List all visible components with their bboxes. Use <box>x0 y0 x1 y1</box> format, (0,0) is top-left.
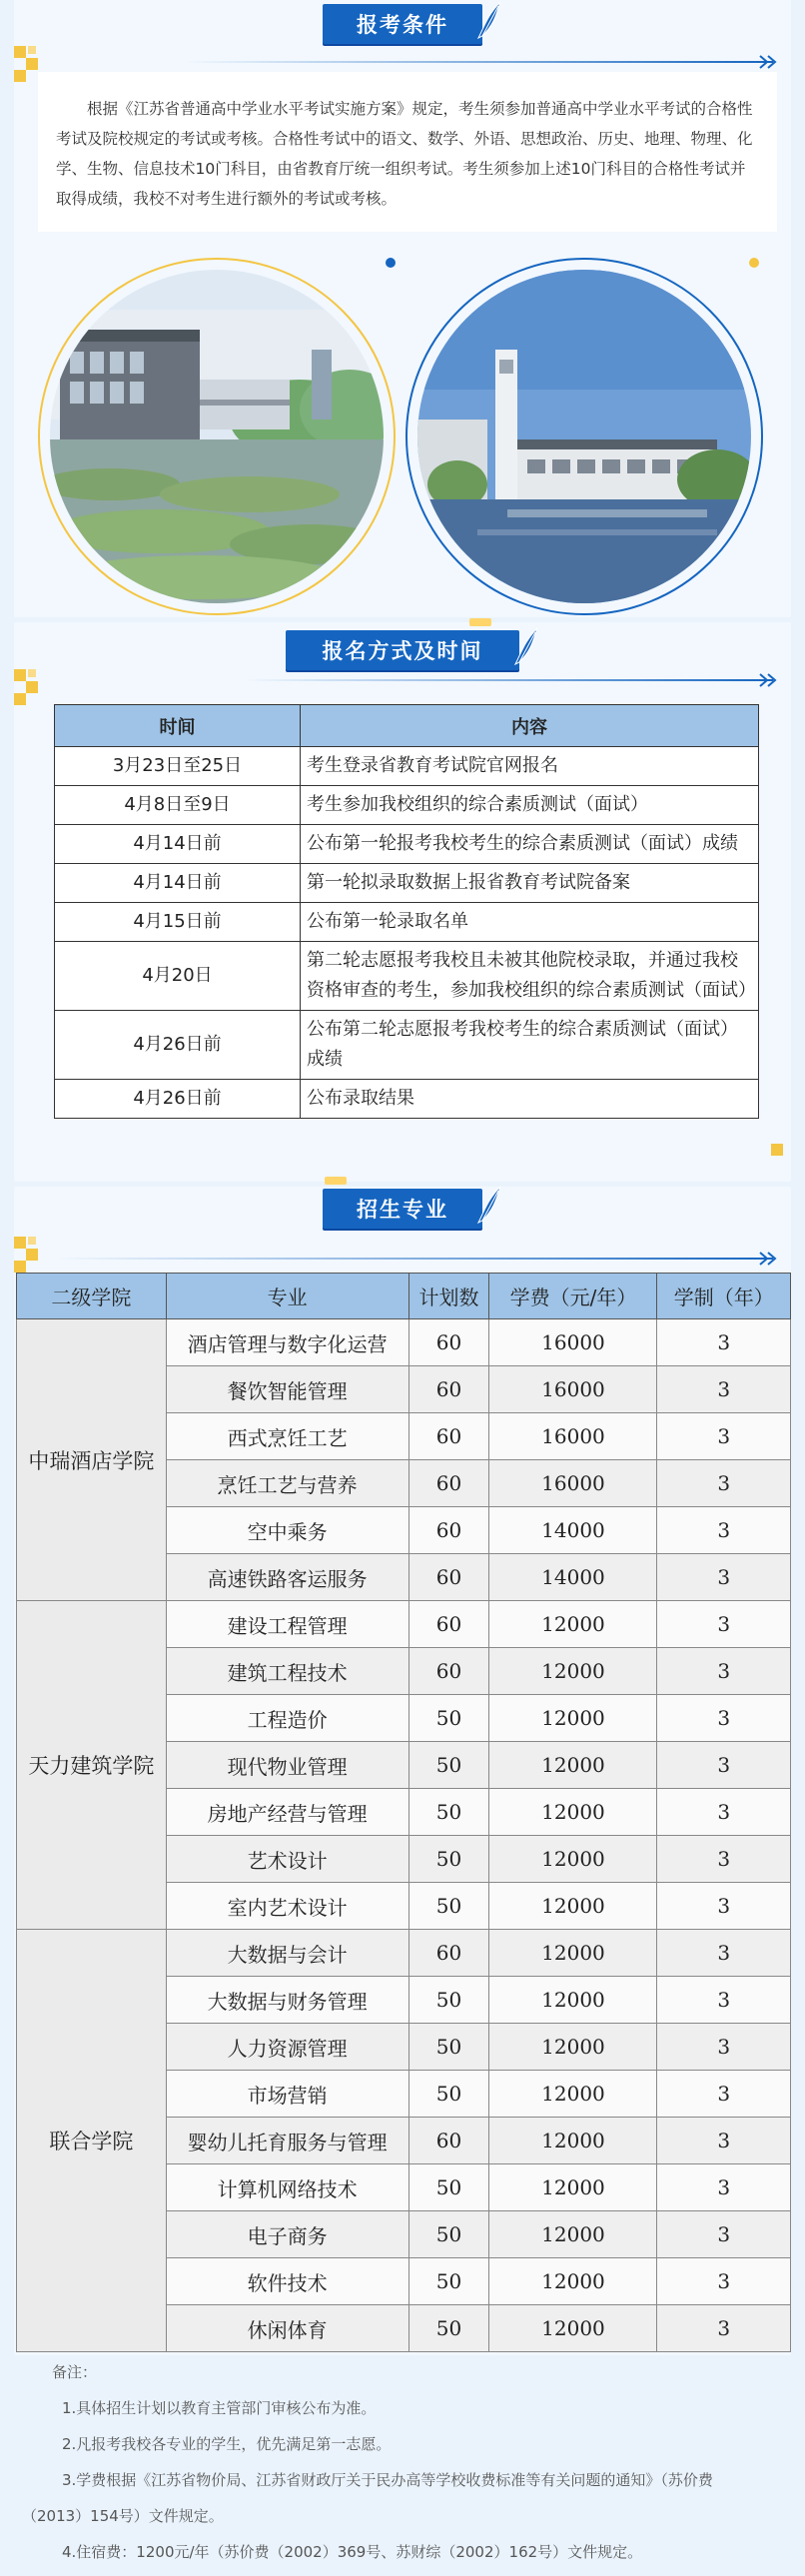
majors-header-row <box>17 1274 791 1319</box>
schedule-row <box>55 786 759 825</box>
major-name: 高速铁路客运服务 <box>166 1554 408 1601</box>
major-name: 现代物业管理 <box>166 1742 408 1789</box>
schedule-date: 4月8日至9日 <box>55 786 301 825</box>
duration: 3 <box>657 2071 791 2118</box>
schedule-content: 公布录取结果 <box>301 1080 759 1119</box>
majors-title-text: 招生专业 <box>357 1198 448 1222</box>
tuition: 12000 <box>489 2305 657 2352</box>
major-name: 餐饮智能管理 <box>166 1366 408 1413</box>
tuition: 12000 <box>489 1789 657 1836</box>
schedule-date: 4月26日前 <box>55 1080 301 1119</box>
plan-count: 60 <box>408 1554 489 1601</box>
corner-dots-icon <box>14 1237 50 1273</box>
section-title-conditions <box>323 4 482 44</box>
duration: 3 <box>657 1460 791 1507</box>
decor-square-yellow <box>771 1144 783 1156</box>
plan-count: 60 <box>408 1601 489 1648</box>
header-major: 专业 <box>166 1274 408 1319</box>
tuition: 16000 <box>489 1460 657 1507</box>
duration: 3 <box>657 1366 791 1413</box>
schedule-row <box>55 942 759 1011</box>
major-name: 房地产经营与管理 <box>166 1789 408 1836</box>
tuition: 16000 <box>489 1319 657 1366</box>
notes-title: 备注： <box>52 2363 98 2381</box>
tag-decoration <box>469 618 491 626</box>
corner-dots-icon <box>14 669 50 705</box>
college-name: 中瑞酒店学院 <box>17 1319 167 1601</box>
divider-arrow-line <box>184 61 773 63</box>
major-name: 酒店管理与数字化运营 <box>166 1319 408 1366</box>
leaf-decoration-icon <box>474 1183 504 1227</box>
schedule-row <box>55 747 759 786</box>
duration: 3 <box>657 1695 791 1742</box>
schedule-header-date: 时间 <box>55 705 301 747</box>
header-tuition: 学费（元/年） <box>489 1274 657 1319</box>
tuition: 12000 <box>489 1648 657 1695</box>
header-plan: 计划数 <box>408 1274 489 1319</box>
schedule-content: 第一轮拟录取数据上报省教育考试院备案 <box>301 864 759 903</box>
schedule-content: 公布第一轮录取名单 <box>301 903 759 942</box>
plan-count: 50 <box>408 1883 489 1930</box>
major-name: 人力资源管理 <box>166 2024 408 2071</box>
tuition: 12000 <box>489 2258 657 2305</box>
campus-photo-tower-lake <box>417 270 751 603</box>
table-row <box>17 1319 791 1366</box>
tuition: 12000 <box>489 2071 657 2118</box>
college-name: 天力建筑学院 <box>17 1601 167 1930</box>
tuition: 12000 <box>489 2164 657 2211</box>
tuition: 12000 <box>489 1742 657 1789</box>
signup-title-text: 报名方式及时间 <box>322 639 483 663</box>
note-item-continued: （2013）154号）文件规定。 <box>22 2507 224 2525</box>
duration: 3 <box>657 1413 791 1460</box>
schedule-row <box>55 903 759 942</box>
plan-count: 60 <box>408 1460 489 1507</box>
duration: 3 <box>657 1507 791 1554</box>
decor-dot-yellow <box>749 258 759 268</box>
header-duration: 学制（年） <box>657 1274 791 1319</box>
note-item: 4.住宿费：1200元/年（苏价费（2002）369号、苏财综（2002）162号）文件规定。 <box>62 2543 643 2561</box>
table-row <box>17 1601 791 1648</box>
schedule-date: 4月20日 <box>55 942 301 1011</box>
tuition: 12000 <box>489 1883 657 1930</box>
schedule-row <box>55 1080 759 1119</box>
major-name: 烹饪工艺与营养 <box>166 1460 408 1507</box>
double-arrow-icon <box>759 1252 777 1266</box>
plan-count: 60 <box>408 1648 489 1695</box>
tuition: 14000 <box>489 1507 657 1554</box>
schedule-date: 3月23日至25日 <box>55 747 301 786</box>
duration: 3 <box>657 2024 791 2071</box>
double-arrow-icon <box>759 55 777 69</box>
double-arrow-icon <box>759 673 777 687</box>
plan-count: 50 <box>408 2258 489 2305</box>
major-name: 休闲体育 <box>166 2305 408 2352</box>
duration: 3 <box>657 1977 791 2024</box>
plan-count: 50 <box>408 2071 489 2118</box>
major-name: 西式烹饪工艺 <box>166 1413 408 1460</box>
tuition: 12000 <box>489 1695 657 1742</box>
tuition: 12000 <box>489 1601 657 1648</box>
major-name: 市场营销 <box>166 2071 408 2118</box>
duration: 3 <box>657 1789 791 1836</box>
intro-paragraph: 根据《江苏省普通高中学业水平考试实施方案》规定，考生须参加普通高中学业水平考试的合格性考试及院校规定的考试或考核。合格性考试中的语文、数学、外语、思想政治、历史、地理、物理、化学、生物、信息技术10门科目，由省教育厅统一组织考试。考生须参加上述10门科目的合格性考试并取得成绩，我校不对考生进行额外的考试或考核。 <box>38 72 777 232</box>
plan-count: 60 <box>408 1507 489 1554</box>
duration: 3 <box>657 2305 791 2352</box>
plan-count: 60 <box>408 1413 489 1460</box>
schedule-row <box>55 1011 759 1080</box>
divider-arrow-line <box>54 1258 773 1260</box>
table-row <box>17 1930 791 1977</box>
tuition: 16000 <box>489 1413 657 1460</box>
schedule-content: 考生登录省教育考试院官网报名 <box>301 747 759 786</box>
plan-count: 50 <box>408 1789 489 1836</box>
majors-table <box>16 1273 791 2352</box>
tuition: 12000 <box>489 1977 657 2024</box>
conditions-section <box>14 0 791 617</box>
tuition: 12000 <box>489 2024 657 2071</box>
plan-count: 60 <box>408 2118 489 2164</box>
majors-section <box>14 1187 791 2355</box>
plan-count: 60 <box>408 1366 489 1413</box>
duration: 3 <box>657 1836 791 1883</box>
plan-count: 50 <box>408 2305 489 2352</box>
tuition: 12000 <box>489 2118 657 2164</box>
major-name: 工程造价 <box>166 1695 408 1742</box>
duration: 3 <box>657 1648 791 1695</box>
duration: 3 <box>657 1319 791 1366</box>
tuition: 16000 <box>489 1366 657 1413</box>
major-name: 软件技术 <box>166 2258 408 2305</box>
major-name: 电子商务 <box>166 2211 408 2258</box>
plan-count: 50 <box>408 2024 489 2071</box>
notes-block <box>14 2354 791 2570</box>
college-name: 联合学院 <box>17 1930 167 2352</box>
duration: 3 <box>657 1554 791 1601</box>
note-item: 1.具体招生计划以教育主管部门审核公布为准。 <box>62 2399 377 2417</box>
campus-photo-library-pond <box>50 270 384 603</box>
schedule-row <box>55 864 759 903</box>
schedule-date: 4月15日前 <box>55 903 301 942</box>
tuition: 12000 <box>489 1836 657 1883</box>
major-name: 婴幼儿托育服务与管理 <box>166 2118 408 2164</box>
duration: 3 <box>657 2258 791 2305</box>
section-title-signup <box>286 630 519 670</box>
major-name: 室内艺术设计 <box>166 1883 408 1930</box>
duration: 3 <box>657 1930 791 1977</box>
schedule-date: 4月14日前 <box>55 864 301 903</box>
note-item: 3.学费根据《江苏省物价局、江苏省财政厅关于民办高等学校收费标准等有关问题的通知》（苏价费 <box>62 2471 713 2489</box>
leaf-decoration-icon <box>474 0 504 42</box>
schedule-header-content: 内容 <box>301 705 759 747</box>
plan-count: 50 <box>408 1836 489 1883</box>
duration: 3 <box>657 2164 791 2211</box>
plan-count: 50 <box>408 1742 489 1789</box>
section-title-majors <box>323 1189 482 1229</box>
duration: 3 <box>657 1601 791 1648</box>
schedule-row <box>55 825 759 864</box>
major-name: 大数据与会计 <box>166 1930 408 1977</box>
schedule-content: 公布第二轮志愿报考我校考生的综合素质测试（面试）成绩 <box>301 1011 759 1080</box>
major-name: 大数据与财务管理 <box>166 1977 408 2024</box>
major-name: 空中乘务 <box>166 1507 408 1554</box>
duration: 3 <box>657 1742 791 1789</box>
signup-section <box>14 622 791 1182</box>
major-name: 艺术设计 <box>166 1836 408 1883</box>
schedule-date: 4月14日前 <box>55 825 301 864</box>
plan-count: 50 <box>408 1695 489 1742</box>
duration: 3 <box>657 2211 791 2258</box>
plan-count: 60 <box>408 1930 489 1977</box>
note-item: 2.凡报考我校各专业的学生，优先满足第一志愿。 <box>62 2435 392 2453</box>
schedule-content: 公布第一轮报考我校考生的综合素质测试（面试）成绩 <box>301 825 759 864</box>
major-name: 计算机网络技术 <box>166 2164 408 2211</box>
schedule-table <box>54 704 759 1119</box>
divider-arrow-line <box>244 679 773 681</box>
schedule-content: 考生参加我校组织的综合素质测试（面试） <box>301 786 759 825</box>
plan-count: 50 <box>408 2211 489 2258</box>
schedule-date: 4月26日前 <box>55 1011 301 1080</box>
tuition: 14000 <box>489 1554 657 1601</box>
major-name: 建筑工程技术 <box>166 1648 408 1695</box>
header-college: 二级学院 <box>17 1274 167 1319</box>
plan-count: 50 <box>408 1977 489 2024</box>
tuition: 12000 <box>489 1930 657 1977</box>
plan-count: 60 <box>408 1319 489 1366</box>
major-name: 建设工程管理 <box>166 1601 408 1648</box>
schedule-header-row <box>55 705 759 747</box>
tag-decoration <box>325 1177 347 1185</box>
tuition: 12000 <box>489 2211 657 2258</box>
leaf-decoration-icon <box>511 624 541 668</box>
duration: 3 <box>657 2118 791 2164</box>
decor-dot-blue <box>386 258 396 268</box>
plan-count: 50 <box>408 2164 489 2211</box>
duration: 3 <box>657 1883 791 1930</box>
schedule-content: 第二轮志愿报考我校且未被其他院校录取，并通过我校资格审查的考生，参加我校组织的综合素质测试（面试） <box>301 942 759 1011</box>
conditions-title-text: 报考条件 <box>357 13 448 37</box>
